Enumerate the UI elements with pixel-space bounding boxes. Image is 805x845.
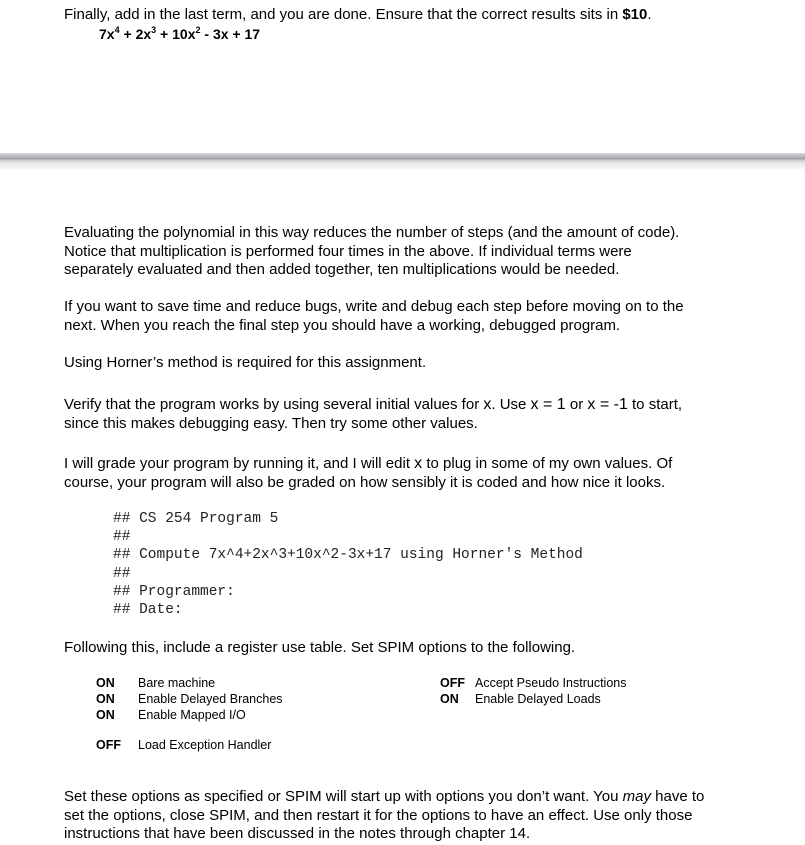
- option-label: Enable Delayed Branches: [138, 692, 283, 706]
- spim-option-exception-handler: [96, 737, 271, 753]
- paragraph-line: Using Horner’s method is required for this assignment.: [64, 354, 427, 371]
- paragraph-horner-required: [64, 354, 426, 373]
- option-row: [96, 707, 283, 723]
- register-name: $10: [622, 6, 648, 23]
- value-x-1: x = 1: [530, 396, 566, 413]
- option-row: [96, 691, 283, 707]
- option-state: ON: [96, 708, 115, 722]
- spim-options-right: [440, 675, 626, 707]
- variable-x: x: [483, 396, 492, 413]
- paragraph-line: Notice that multiplication is performed four times in the above. If individual terms were: [64, 242, 632, 260]
- spim-options-left: [96, 675, 283, 723]
- paragraph-line: set the options, close SPIM, and then restart it for the options to have an effect. Use only those: [64, 806, 693, 824]
- exponent-4: 4: [114, 25, 120, 35]
- option-state: ON: [96, 676, 115, 690]
- term-7x: 7x: [99, 26, 115, 42]
- term-2x: 2x: [135, 26, 152, 42]
- exponent-2: 2: [195, 25, 201, 35]
- paragraph-debug-advice: [64, 298, 684, 335]
- code-header-block: [113, 510, 583, 619]
- paragraph-line: course, your program will also be graded on how sensibly it is coded and how nice it looks.: [64, 473, 666, 491]
- intro-text: Finally, add in the last term, and you are done. Ensure that the correct results sits in: [64, 6, 623, 23]
- emphasis-may: may: [622, 788, 651, 805]
- code-line: ##: [113, 529, 131, 546]
- page-divider: [0, 153, 805, 169]
- code-line: ## CS 254 Program 5: [113, 511, 279, 527]
- paragraph-line: since this makes debugging easy. Then try some other values.: [64, 414, 478, 432]
- paragraph-line: instructions that have been discussed in the notes through chapter 14.: [64, 825, 531, 842]
- option-label: Enable Mapped I/O: [138, 708, 246, 722]
- paragraph-line: If you want to save time and reduce bugs, write and debug each step before moving on to the: [64, 298, 684, 315]
- option-label: Load Exception Handler: [138, 738, 272, 752]
- paragraph-verify: [64, 396, 682, 433]
- code-line: ## Programmer:: [113, 583, 235, 600]
- option-label: Accept Pseudo Instructions: [475, 676, 627, 690]
- paragraph-text: to start,: [627, 396, 683, 413]
- paragraph-register-table: [64, 639, 575, 658]
- plus-sign: +: [119, 26, 136, 42]
- option-state: ON: [96, 692, 115, 706]
- code-line: ## Compute 7x^4+2x^3+10x^2-3x+17 using Horner's Method: [113, 547, 583, 564]
- variable-x: x: [414, 455, 423, 472]
- option-label: Enable Delayed Loads: [475, 692, 601, 706]
- paragraph-text: . Use: [491, 396, 531, 413]
- paragraph-text: I will grade your program by running it, and I will edit: [64, 455, 415, 472]
- code-line: ##: [113, 565, 131, 582]
- paragraph-text: Verify that the program works by using several initial values for: [64, 396, 484, 413]
- paragraph-horner-steps: [64, 224, 679, 280]
- paragraph-set-options: [64, 788, 704, 844]
- intro-line: [64, 6, 652, 25]
- paragraph-text: or: [565, 396, 588, 413]
- paragraph-grading: [64, 455, 672, 492]
- term-10x: 10x: [172, 26, 196, 42]
- paragraph-text: Set these options as specified or SPIM will start up with options you don’t want. You: [64, 788, 623, 805]
- option-row: [440, 675, 626, 691]
- value-x-neg1: x = -1: [587, 396, 628, 413]
- plus-sign: +: [156, 26, 173, 42]
- term-rest: - 3x + 17: [200, 26, 261, 42]
- option-row: [440, 691, 626, 707]
- option-state: OFF: [96, 738, 121, 752]
- paragraph-text: to plug in some of my own values. Of: [422, 455, 673, 472]
- paragraph-line: separately evaluated and then added together, ten multiplications would be needed.: [64, 261, 620, 278]
- paragraph-text: have to: [651, 788, 705, 805]
- paragraph-line: Evaluating the polynomial in this way reduces the number of steps (and the amount of code).: [64, 224, 680, 241]
- option-state: ON: [440, 692, 459, 706]
- option-row: [96, 737, 271, 753]
- paragraph-line: Following this, include a register use table. Set SPIM options to the following.: [64, 639, 576, 656]
- option-row: [96, 675, 283, 691]
- paragraph-line: next. When you reach the final step you should have a working, debugged program.: [64, 316, 621, 334]
- option-state: OFF: [440, 676, 465, 690]
- code-line: ## Date:: [113, 602, 183, 619]
- polynomial-formula: [99, 26, 260, 42]
- option-label: Bare machine: [138, 676, 216, 690]
- exponent-3: 3: [151, 25, 157, 35]
- intro-period: .: [647, 6, 652, 23]
